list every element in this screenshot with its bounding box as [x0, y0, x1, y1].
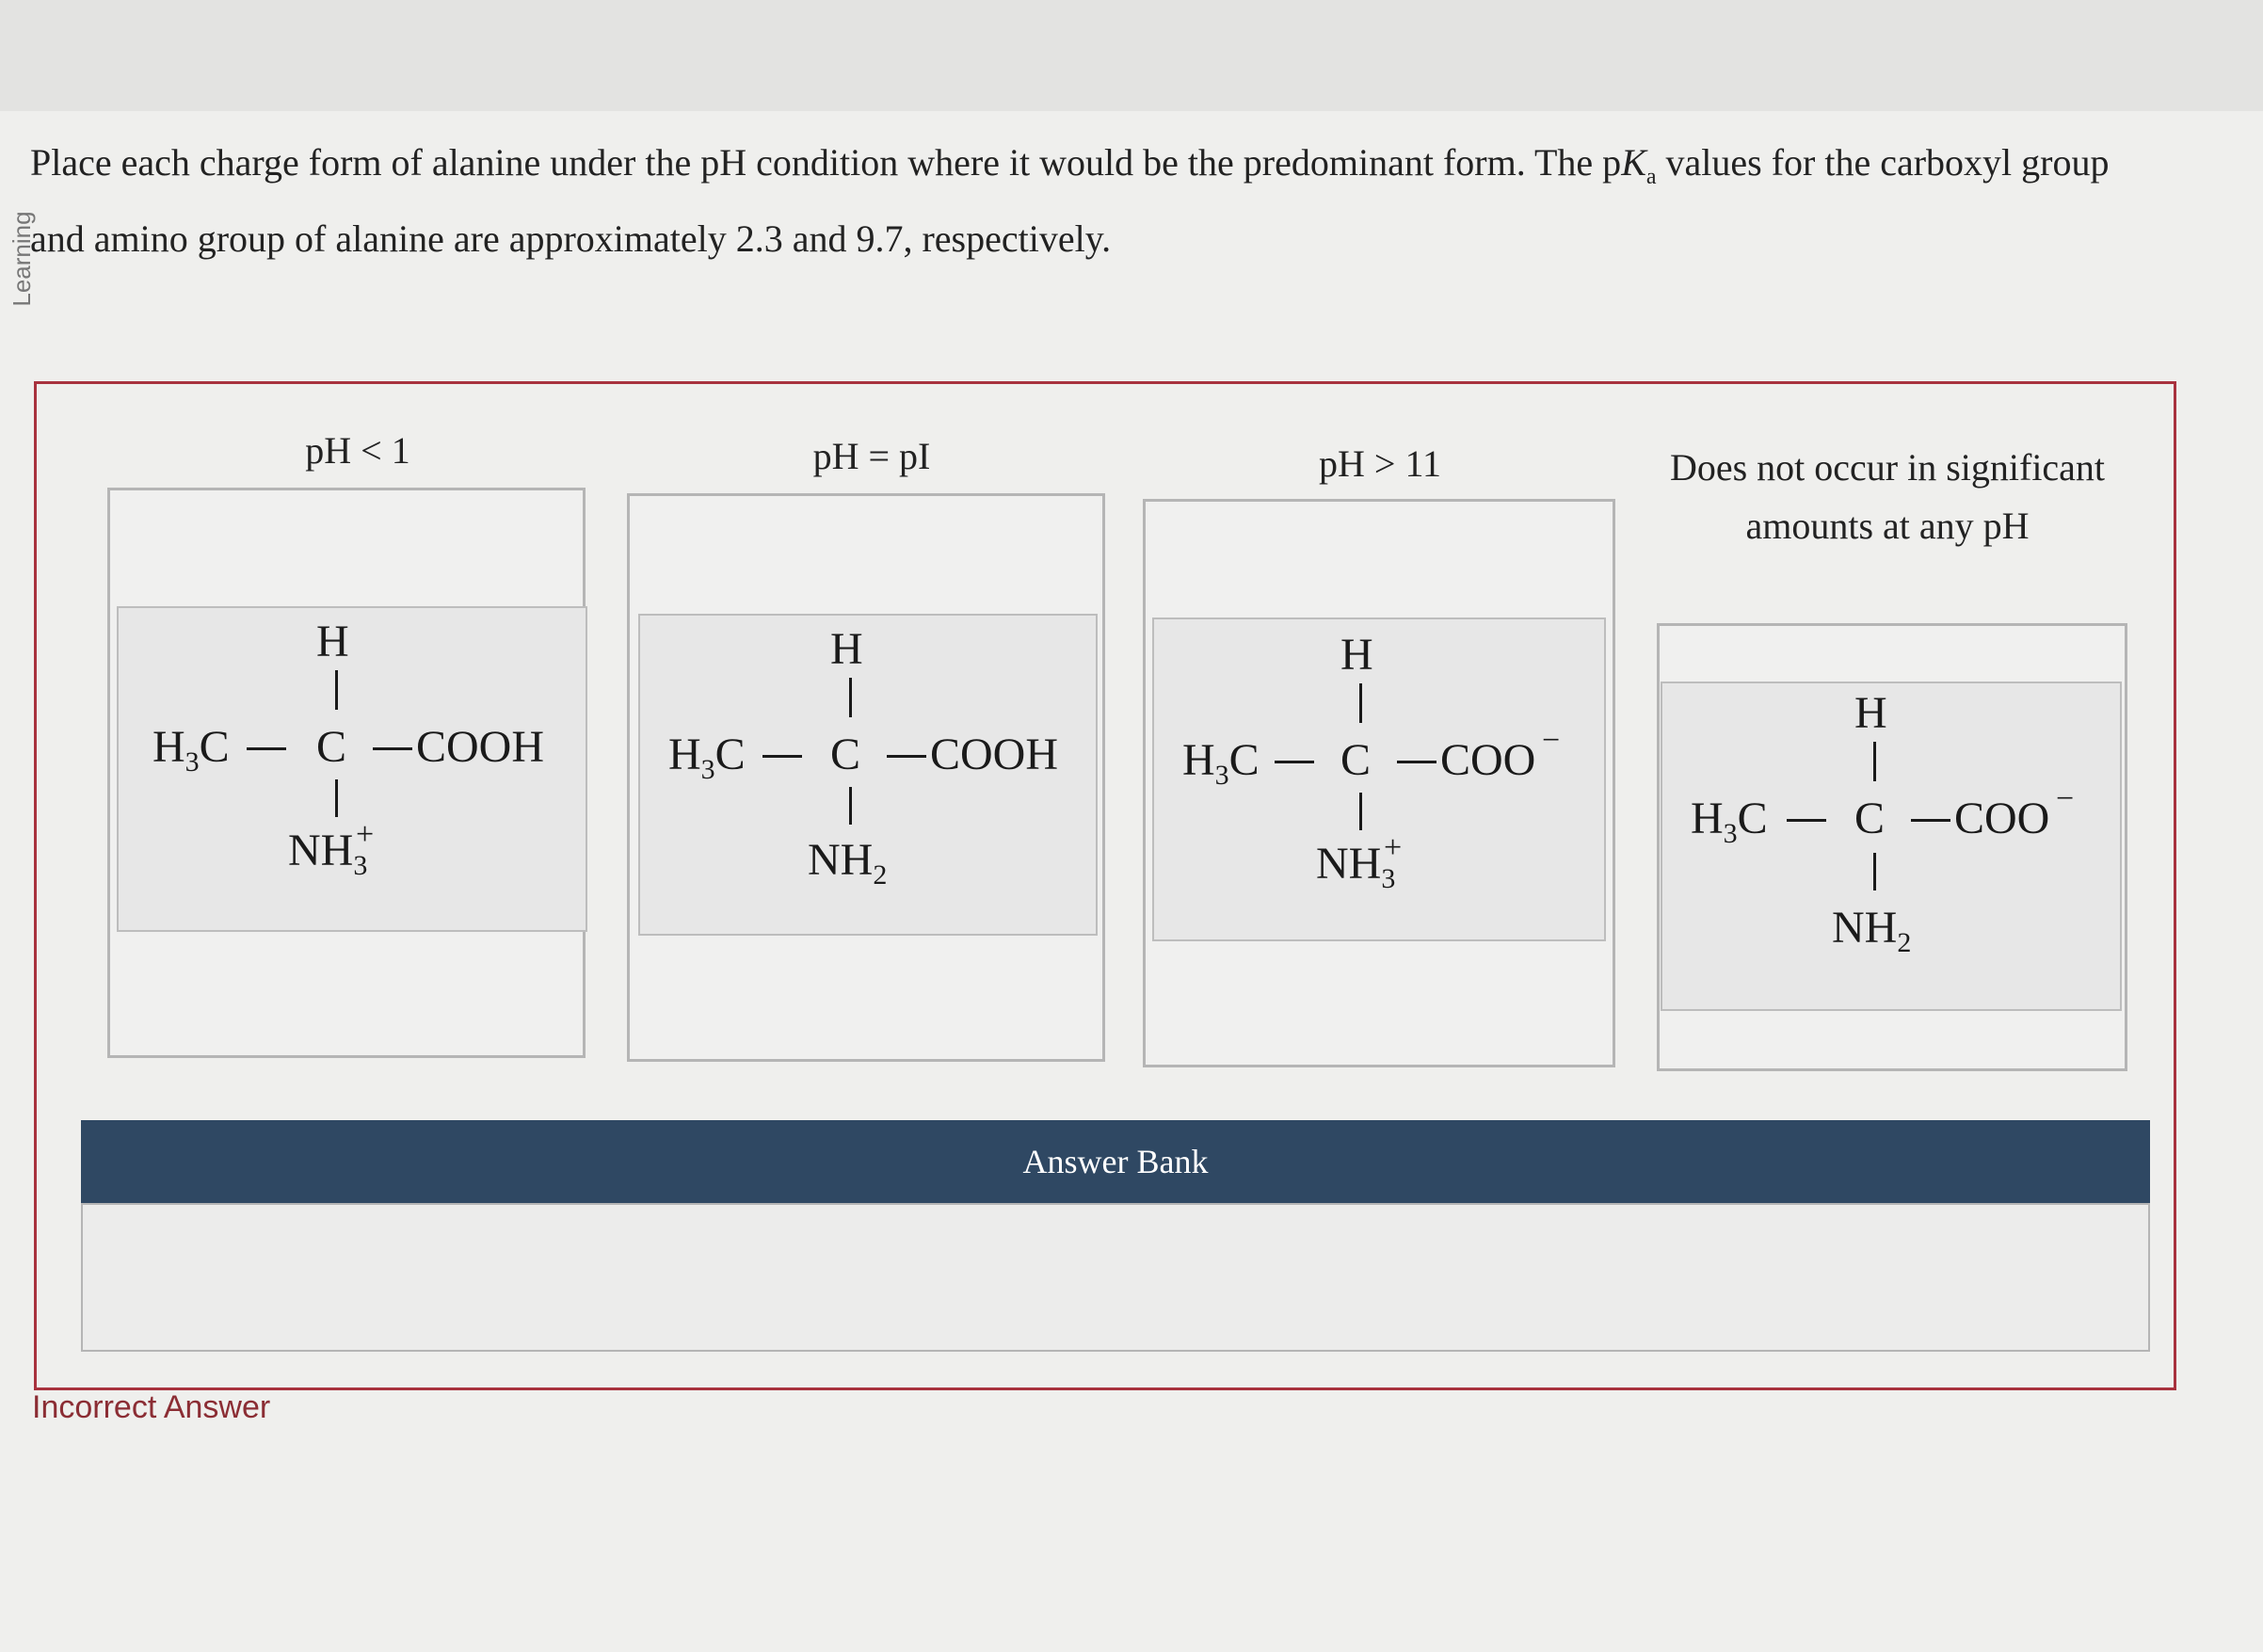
status-message: Incorrect Answer — [32, 1389, 271, 1425]
pka-subscript: a — [1645, 165, 1657, 189]
methyl-group: $H_3C$ — [1182, 735, 1260, 791]
bond-top — [1359, 683, 1362, 723]
bond-bottom — [849, 787, 852, 825]
side-credit: Learning — [8, 211, 36, 307]
carboxyl-group: COOH — [930, 730, 1059, 779]
bond-right — [373, 747, 412, 750]
structure-card-cationic[interactable] — [117, 606, 587, 932]
question-text-after: values for the carboxyl group and amino group of alanine are approximately 2.3 and 9.7, respectively. — [30, 141, 2110, 260]
pka-symbol: K — [1621, 141, 1646, 184]
atom-top-h: H — [1340, 630, 1373, 680]
bond-left — [1275, 761, 1314, 763]
answer-bank-area[interactable] — [81, 1203, 2150, 1352]
atom-center-c: C — [1854, 794, 1886, 843]
alanine-structure — [1154, 619, 1604, 939]
column-label-ph-low: pH < 1 — [305, 429, 410, 472]
alanine-structure — [1662, 683, 2120, 1009]
bond-top — [849, 678, 852, 717]
alanine-structure — [119, 608, 586, 930]
alanine-structure — [640, 616, 1096, 934]
bond-left — [247, 747, 286, 750]
atom-center-c: C — [830, 730, 861, 779]
atom-center-c: C — [1340, 735, 1372, 785]
bond-bottom — [335, 779, 338, 817]
bond-right — [887, 755, 926, 758]
atom-top-h: H — [1854, 688, 1887, 738]
column-label-ph-high: pH > 11 — [1319, 442, 1441, 485]
atom-center-c: C — [316, 722, 347, 772]
methyl-group: $H_3C$ — [152, 722, 230, 778]
amino-group: $NH_2$ — [1832, 903, 1912, 958]
bond-top — [1873, 742, 1876, 781]
carboxylate-group: COO — [1440, 735, 1536, 785]
column-label-never: Does not occur in significant amounts at any pH — [1669, 446, 2106, 547]
amino-group: $NH_2$ — [808, 835, 888, 890]
structure-card-neutral[interactable] — [638, 614, 1098, 936]
atom-top-h: H — [316, 617, 349, 666]
structure-card-zwitterion[interactable] — [1152, 617, 1606, 941]
bond-top — [335, 670, 338, 710]
atom-top-h: H — [830, 624, 863, 674]
carboxylate-group: COO — [1954, 794, 2050, 843]
methyl-group: $H_3C$ — [1691, 794, 1768, 849]
amino-group: $NH_3$ — [288, 826, 368, 881]
carboxylate-charge: − — [1542, 723, 1561, 758]
structure-card-anionic-neutral-amine[interactable] — [1661, 682, 2122, 1011]
carboxyl-group: COOH — [416, 722, 545, 772]
carboxylate-charge: − — [2056, 781, 2075, 816]
column-label-ph-pi: pH = pI — [812, 435, 931, 477]
question-prompt — [30, 132, 2148, 270]
top-strip — [0, 0, 2263, 111]
bond-right — [1397, 761, 1436, 763]
answer-bank-header: Answer Bank — [81, 1120, 2150, 1203]
bond-left — [762, 755, 802, 758]
bond-bottom — [1359, 793, 1362, 830]
bond-bottom — [1873, 853, 1876, 890]
question-text-before: Place each charge form of alanine under the pH condition where it would be the predominant form. The p — [30, 141, 1622, 184]
bond-left — [1787, 819, 1826, 822]
amino-group: $NH_3$ — [1316, 839, 1396, 894]
amino-charge: + — [1384, 830, 1403, 865]
bond-right — [1911, 819, 1950, 822]
methyl-group: $H_3C$ — [668, 730, 746, 785]
amino-charge: + — [356, 817, 375, 852]
